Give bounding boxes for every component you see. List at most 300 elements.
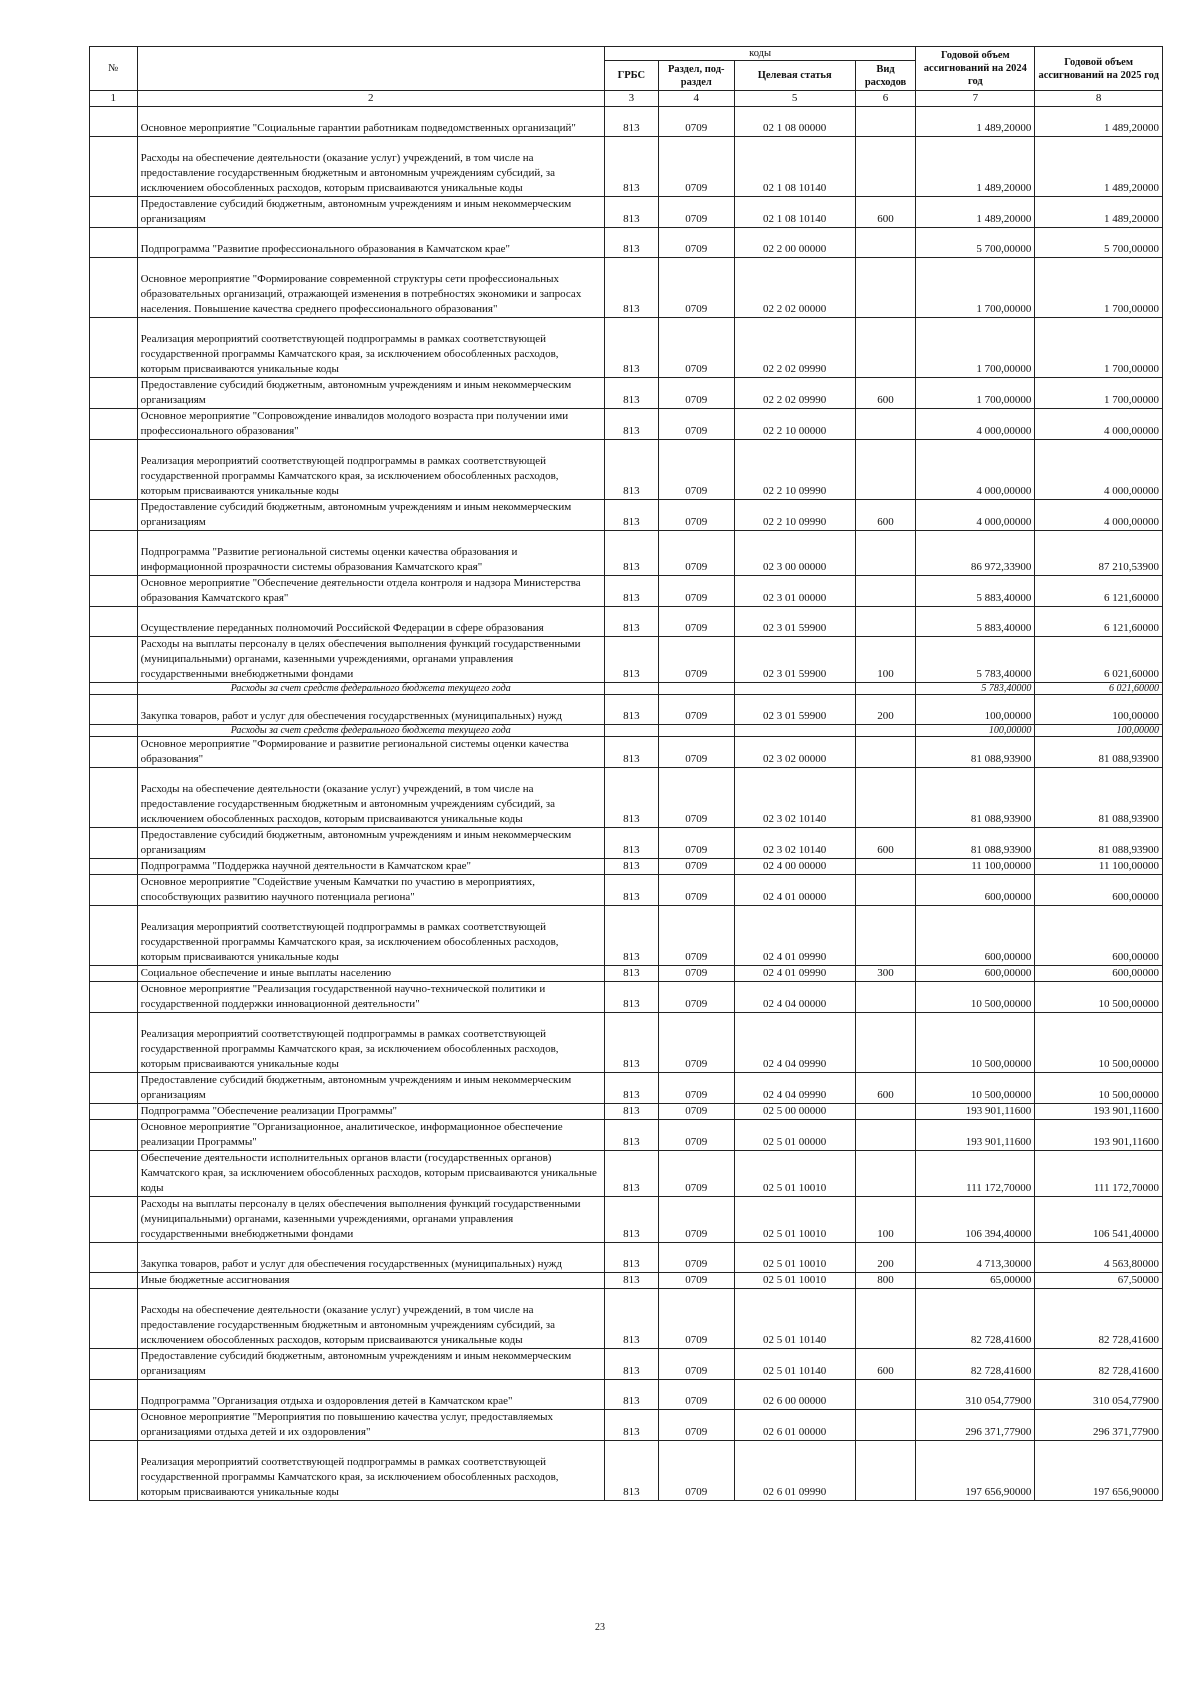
table-row [90,637,1163,683]
row-grbs [604,725,658,737]
table-row [90,1073,1163,1104]
row-name: Основное мероприятие "Обеспечение деятельности отдела контроля и надзора Министерства образования Камчатского края" [137,576,604,607]
table-row [90,737,1163,768]
row-amount-2025: 87 210,53900 [1035,531,1163,576]
row-grbs: 813 [604,1151,658,1197]
row-kind: 600 [855,828,916,859]
row-kind [855,137,916,197]
row-target: 02 2 02 00000 [734,258,855,318]
row-target: 02 5 01 10010 [734,1273,855,1289]
row-section: 0709 [658,1197,734,1243]
row-amount-2024: 5 700,00000 [916,228,1035,258]
row-grbs: 813 [604,966,658,982]
row-amount-2024: 10 500,00000 [916,1073,1035,1104]
header-number: № [90,47,138,91]
row-section: 0709 [658,137,734,197]
row-grbs: 813 [604,695,658,725]
row-section: 0709 [658,1349,734,1380]
row-amount-2024: 1 700,00000 [916,318,1035,378]
row-number-cell [90,1289,138,1349]
row-amount-2024: 4 713,30000 [916,1243,1035,1273]
header-kind: Вид расходов [855,61,916,91]
row-number-cell [90,1073,138,1104]
row-amount-2025: 81 088,93900 [1035,828,1163,859]
row-kind: 100 [855,1197,916,1243]
row-target [734,683,855,695]
row-number-cell [90,737,138,768]
row-kind: 600 [855,197,916,228]
row-grbs: 813 [604,258,658,318]
row-amount-2025: 10 500,00000 [1035,982,1163,1013]
row-grbs: 813 [604,859,658,875]
row-target: 02 5 01 00000 [734,1120,855,1151]
row-name: Реализация мероприятий соответствующей подпрограммы в рамках соответствующей государственной программы Камчатского края, за исключением обособленных расходов, которым присваиваются уникальные коды [137,1441,604,1501]
column-number: 4 [658,91,734,107]
row-name: Основное мероприятие "Сопровождение инвалидов молодого возраста при получении ими профессионального образования" [137,409,604,440]
row-amount-2024: 111 172,70000 [916,1151,1035,1197]
table-row [90,440,1163,500]
row-name: Предоставление субсидий бюджетным, автономным учреждениям и иным некоммерческим организациям [137,378,604,409]
row-number-cell [90,859,138,875]
row-section: 0709 [658,1104,734,1120]
row-kind [855,906,916,966]
row-section: 0709 [658,737,734,768]
row-amount-2025: 193 901,11600 [1035,1120,1163,1151]
row-number-cell [90,258,138,318]
row-grbs: 813 [604,637,658,683]
row-name: Расходы за счет средств федерального бюджета текущего года [137,683,604,695]
row-amount-2024: 82 728,41600 [916,1349,1035,1380]
row-kind [855,1120,916,1151]
budget-sheet [89,46,1163,1501]
row-number-cell [90,500,138,531]
row-name: Основное мероприятие "Реализация государственной научно-технической политики и государственной поддержки инновационной деятельности" [137,982,604,1013]
table-subrow [90,725,1163,737]
row-target: 02 3 02 10140 [734,828,855,859]
row-target: 02 3 01 59900 [734,695,855,725]
row-amount-2025: 1 489,20000 [1035,107,1163,137]
row-target: 02 5 01 10010 [734,1243,855,1273]
row-amount-2024: 4 000,00000 [916,409,1035,440]
row-number-cell [90,1013,138,1073]
row-amount-2024: 1 489,20000 [916,107,1035,137]
row-amount-2025: 67,50000 [1035,1273,1163,1289]
row-amount-2025: 106 541,40000 [1035,1197,1163,1243]
row-name: Расходы на обеспечение деятельности (оказание услуг) учреждений, в том числе на предоставление государственным бюджетным и автономным учреждениям субсидий, за исключением обособленных расходов, которым присваиваются уникальные коды [137,768,604,828]
row-kind [855,1151,916,1197]
row-amount-2025: 4 563,80000 [1035,1243,1163,1273]
row-number-cell [90,1441,138,1501]
table-row [90,576,1163,607]
row-section: 0709 [658,828,734,859]
header-name [137,47,604,91]
row-name: Основное мероприятие "Мероприятия по повышению качества услуг, предоставляемых организациями отдыха детей и их оздоровления" [137,1410,604,1441]
table-row [90,1289,1163,1349]
row-section: 0709 [658,982,734,1013]
row-grbs: 813 [604,1289,658,1349]
row-number-cell [90,725,138,737]
row-grbs: 813 [604,768,658,828]
row-name: Закупка товаров, работ и услуг для обеспечения государственных (муниципальных) нужд [137,1243,604,1273]
row-target: 02 4 00 00000 [734,859,855,875]
table-row [90,1151,1163,1197]
row-amount-2025: 6 021,60000 [1035,637,1163,683]
row-kind [855,683,916,695]
row-section: 0709 [658,1073,734,1104]
row-amount-2024: 197 656,90000 [916,1441,1035,1501]
row-grbs: 813 [604,828,658,859]
row-amount-2025: 1 700,00000 [1035,318,1163,378]
row-target: 02 4 04 09990 [734,1013,855,1073]
row-amount-2025: 81 088,93900 [1035,737,1163,768]
column-number: 6 [855,91,916,107]
row-amount-2024: 310 054,77900 [916,1380,1035,1410]
row-kind [855,982,916,1013]
row-section: 0709 [658,440,734,500]
row-target: 02 5 01 10010 [734,1151,855,1197]
row-amount-2024: 81 088,93900 [916,768,1035,828]
row-target [734,725,855,737]
row-name: Осуществление переданных полномочий Российской Федерации в сфере образования [137,607,604,637]
row-kind [855,725,916,737]
row-name: Подпрограмма "Развитие региональной системы оценки качества образования и информационной прозрачности системы образования Камчатского края" [137,531,604,576]
row-name: Закупка товаров, работ и услуг для обеспечения государственных (муниципальных) нужд [137,695,604,725]
row-grbs: 813 [604,1073,658,1104]
table-body [90,107,1163,1501]
table-row [90,137,1163,197]
row-number-cell [90,683,138,695]
row-grbs: 813 [604,1197,658,1243]
row-kind: 600 [855,1349,916,1380]
row-amount-2025: 1 700,00000 [1035,258,1163,318]
row-target: 02 2 10 00000 [734,409,855,440]
row-amount-2025: 10 500,00000 [1035,1013,1163,1073]
row-amount-2025: 296 371,77900 [1035,1410,1163,1441]
row-kind [855,607,916,637]
table-row [90,1380,1163,1410]
row-number-cell [90,875,138,906]
row-amount-2024: 5 783,40000 [916,683,1035,695]
row-grbs: 813 [604,1273,658,1289]
row-section: 0709 [658,637,734,683]
row-number-cell [90,1380,138,1410]
row-number-cell [90,906,138,966]
row-number-cell [90,107,138,137]
row-kind: 200 [855,695,916,725]
row-target: 02 4 01 09990 [734,966,855,982]
row-amount-2025: 193 901,11600 [1035,1104,1163,1120]
row-target: 02 6 01 00000 [734,1410,855,1441]
row-number-cell [90,982,138,1013]
row-section: 0709 [658,1273,734,1289]
row-section: 0709 [658,1120,734,1151]
row-number-cell [90,378,138,409]
row-number-cell [90,607,138,637]
row-name: Расходы на выплаты персоналу в целях обеспечения выполнения функций государственными (муниципальными) органами, казенными учреждениями, органами управления государственными внебюджетными фондами [137,637,604,683]
row-grbs: 813 [604,531,658,576]
row-grbs: 813 [604,1349,658,1380]
row-amount-2024: 10 500,00000 [916,982,1035,1013]
table-row [90,107,1163,137]
row-target: 02 3 02 10140 [734,768,855,828]
row-number-cell [90,318,138,378]
row-amount-2024: 600,00000 [916,906,1035,966]
row-grbs: 813 [604,982,658,1013]
row-target: 02 5 01 10140 [734,1289,855,1349]
row-kind [855,1410,916,1441]
row-kind [855,318,916,378]
row-number-cell [90,1104,138,1120]
table-row [90,875,1163,906]
row-amount-2025: 4 000,00000 [1035,409,1163,440]
row-target: 02 2 10 09990 [734,500,855,531]
row-amount-2024: 4 000,00000 [916,500,1035,531]
row-amount-2025: 6 121,60000 [1035,607,1163,637]
row-amount-2024: 600,00000 [916,966,1035,982]
column-number: 3 [604,91,658,107]
row-kind [855,258,916,318]
row-amount-2025: 4 000,00000 [1035,500,1163,531]
header-codes: коды [604,47,916,61]
table-row [90,1441,1163,1501]
column-number: 7 [916,91,1035,107]
row-kind [855,1441,916,1501]
column-number-row [90,91,1163,107]
row-amount-2024: 86 972,33900 [916,531,1035,576]
row-target: 02 4 01 09990 [734,906,855,966]
row-grbs: 813 [604,107,658,137]
row-target: 02 3 02 00000 [734,737,855,768]
row-grbs: 813 [604,378,658,409]
row-kind [855,875,916,906]
header-2024: Годовой объем ассигнований на 2024 год [916,47,1035,91]
table-row [90,1013,1163,1073]
row-section: 0709 [658,228,734,258]
row-grbs: 813 [604,906,658,966]
row-amount-2024: 100,00000 [916,695,1035,725]
row-section: 0709 [658,1410,734,1441]
row-amount-2024: 1 700,00000 [916,378,1035,409]
table-row [90,228,1163,258]
row-amount-2024: 193 901,11600 [916,1120,1035,1151]
row-number-cell [90,1410,138,1441]
row-amount-2025: 1 489,20000 [1035,137,1163,197]
row-amount-2024: 100,00000 [916,725,1035,737]
row-section: 0709 [658,966,734,982]
row-name: Иные бюджетные ассигнования [137,1273,604,1289]
table-row [90,409,1163,440]
row-name: Подпрограмма "Поддержка научной деятельности в Камчатском крае" [137,859,604,875]
row-amount-2025: 4 000,00000 [1035,440,1163,500]
row-grbs: 813 [604,500,658,531]
row-section: 0709 [658,1151,734,1197]
row-kind [855,1289,916,1349]
row-amount-2025: 11 100,00000 [1035,859,1163,875]
row-section: 0709 [658,258,734,318]
row-target: 02 5 00 00000 [734,1104,855,1120]
row-name: Основное мероприятие "Социальные гарантии работникам подведомственных организаций" [137,107,604,137]
table-row [90,378,1163,409]
row-amount-2024: 82 728,41600 [916,1289,1035,1349]
row-grbs: 813 [604,875,658,906]
row-grbs: 813 [604,1104,658,1120]
table-row [90,1243,1163,1273]
table-row [90,1273,1163,1289]
row-number-cell [90,1273,138,1289]
row-target: 02 3 00 00000 [734,531,855,576]
row-kind: 600 [855,378,916,409]
row-grbs: 813 [604,1410,658,1441]
header-section: Раздел, под-раздел [658,61,734,91]
row-section: 0709 [658,531,734,576]
table-row [90,531,1163,576]
row-amount-2025: 82 728,41600 [1035,1289,1163,1349]
row-name: Предоставление субсидий бюджетным, автономным учреждениям и иным некоммерческим организациям [137,1073,604,1104]
row-target: 02 2 02 09990 [734,318,855,378]
row-grbs: 813 [604,1380,658,1410]
row-kind: 200 [855,1243,916,1273]
row-section: 0709 [658,695,734,725]
row-name: Социальное обеспечение и иные выплаты населению [137,966,604,982]
table-row [90,966,1163,982]
row-amount-2025: 81 088,93900 [1035,768,1163,828]
row-name: Подпрограмма "Развитие профессионального образования в Камчатском крае" [137,228,604,258]
row-section: 0709 [658,197,734,228]
row-section: 0709 [658,1380,734,1410]
row-target: 02 3 01 59900 [734,607,855,637]
row-target: 02 4 04 00000 [734,982,855,1013]
table-row [90,500,1163,531]
row-amount-2024: 106 394,40000 [916,1197,1035,1243]
row-amount-2025: 6 021,60000 [1035,683,1163,695]
row-amount-2025: 1 700,00000 [1035,378,1163,409]
table-row [90,318,1163,378]
row-kind [855,737,916,768]
table-row [90,1104,1163,1120]
row-section: 0709 [658,378,734,409]
row-kind: 600 [855,500,916,531]
row-number-cell [90,1243,138,1273]
row-number-cell [90,409,138,440]
row-kind [855,1104,916,1120]
row-number-cell [90,137,138,197]
row-amount-2025: 600,00000 [1035,906,1163,966]
row-amount-2025: 1 489,20000 [1035,197,1163,228]
table-row [90,1349,1163,1380]
row-kind [855,531,916,576]
row-number-cell [90,197,138,228]
page-number: 23 [595,1622,605,1633]
row-kind [855,1380,916,1410]
column-number: 2 [137,91,604,107]
row-amount-2024: 81 088,93900 [916,828,1035,859]
row-kind [855,768,916,828]
table-row [90,859,1163,875]
table-row [90,1197,1163,1243]
row-grbs: 813 [604,737,658,768]
row-target: 02 4 01 00000 [734,875,855,906]
row-kind [855,440,916,500]
row-target: 02 3 01 59900 [734,637,855,683]
row-name: Реализация мероприятий соответствующей подпрограммы в рамках соответствующей государственной программы Камчатского края, за исключением обособленных расходов, которым присваиваются уникальные коды [137,440,604,500]
row-grbs: 813 [604,1243,658,1273]
row-target: 02 2 00 00000 [734,228,855,258]
header-2025: Годовой объем ассигнований на 2025 год [1035,47,1163,91]
table-row [90,197,1163,228]
row-section: 0709 [658,318,734,378]
row-section: 0709 [658,107,734,137]
row-amount-2024: 5 783,40000 [916,637,1035,683]
row-grbs: 813 [604,1013,658,1073]
row-grbs: 813 [604,409,658,440]
table-row [90,1410,1163,1441]
row-kind: 100 [855,637,916,683]
row-number-cell [90,1120,138,1151]
row-amount-2024: 65,00000 [916,1273,1035,1289]
row-section [658,725,734,737]
row-target: 02 6 00 00000 [734,1380,855,1410]
row-amount-2025: 10 500,00000 [1035,1073,1163,1104]
row-target: 02 6 01 09990 [734,1441,855,1501]
row-amount-2025: 197 656,90000 [1035,1441,1163,1501]
row-section: 0709 [658,875,734,906]
row-section: 0709 [658,1013,734,1073]
row-amount-2024: 296 371,77900 [916,1410,1035,1441]
row-grbs: 813 [604,318,658,378]
row-grbs: 813 [604,440,658,500]
row-amount-2024: 5 883,40000 [916,607,1035,637]
row-number-cell [90,768,138,828]
table-row [90,1120,1163,1151]
row-grbs: 813 [604,197,658,228]
row-section: 0709 [658,500,734,531]
table-subrow [90,683,1163,695]
row-name: Реализация мероприятий соответствующей подпрограммы в рамках соответствующей государственной программы Камчатского края, за исключением обособленных расходов, которым присваиваются уникальные коды [137,906,604,966]
row-name: Предоставление субсидий бюджетным, автономным учреждениям и иным некоммерческим организациям [137,500,604,531]
row-name: Основное мероприятие "Формирование и развитие региональной системы оценки качества образования" [137,737,604,768]
row-number-cell [90,1197,138,1243]
row-name: Расходы на обеспечение деятельности (оказание услуг) учреждений, в том числе на предоставление государственным бюджетным и автономным учреждениям субсидий, за исключением обособленных расходов, которым присваиваются уникальные коды [137,137,604,197]
row-grbs: 813 [604,1441,658,1501]
row-target: 02 1 08 10140 [734,137,855,197]
row-amount-2024: 1 700,00000 [916,258,1035,318]
row-number-cell [90,1151,138,1197]
row-section: 0709 [658,859,734,875]
row-grbs: 813 [604,228,658,258]
row-name: Подпрограмма "Обеспечение реализации Программы" [137,1104,604,1120]
row-amount-2025: 6 121,60000 [1035,576,1163,607]
budget-table [89,46,1163,1501]
row-name: Расходы на обеспечение деятельности (оказание услуг) учреждений, в том числе на предоставление государственным бюджетным и автономным учреждениям субсидий, за исключением обособленных расходов, которым присваиваются уникальные коды [137,1289,604,1349]
table-row [90,695,1163,725]
row-target: 02 5 01 10140 [734,1349,855,1380]
row-name: Предоставление субсидий бюджетным, автономным учреждениям и иным некоммерческим организациям [137,828,604,859]
row-kind [855,859,916,875]
row-grbs [604,683,658,695]
row-amount-2024: 5 883,40000 [916,576,1035,607]
row-amount-2024: 1 489,20000 [916,197,1035,228]
row-section: 0709 [658,576,734,607]
row-kind [855,576,916,607]
row-amount-2024: 11 100,00000 [916,859,1035,875]
row-target: 02 1 08 10140 [734,197,855,228]
table-row [90,607,1163,637]
row-target: 02 5 01 10010 [734,1197,855,1243]
table-row [90,258,1163,318]
row-amount-2025: 310 054,77900 [1035,1380,1163,1410]
row-name: Обеспечение деятельности исполнительных органов власти (государственных органов) Камчатского края, за исключением обособленных расходов, которым присваиваются уникальные коды [137,1151,604,1197]
row-amount-2025: 600,00000 [1035,875,1163,906]
